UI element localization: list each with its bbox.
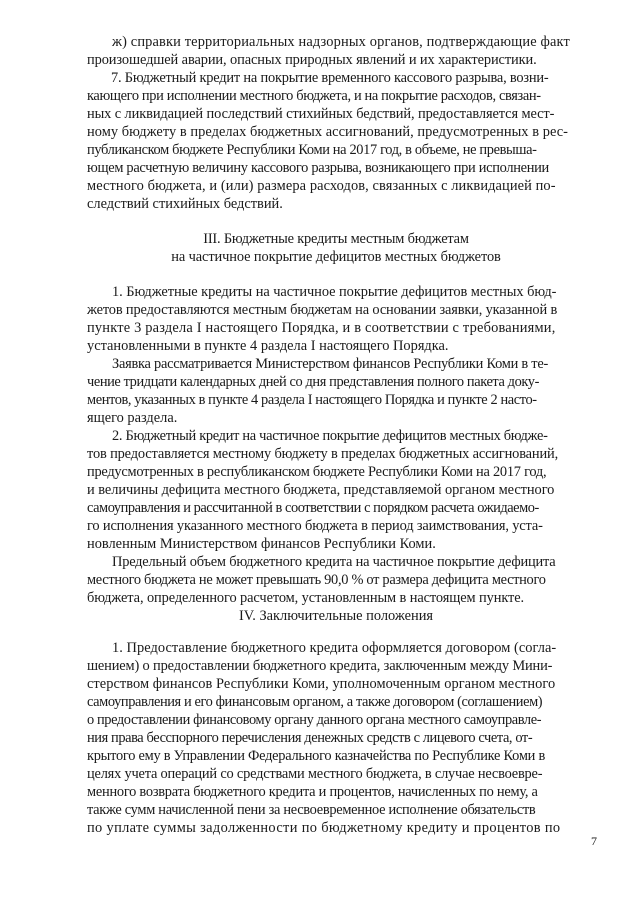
text-line: Предельный объем бюджетного кредита на частичное покрытие дефицита xyxy=(112,554,556,570)
text-line: шением) о предоставлении бюджетного кредита, заключенным между Мини- xyxy=(87,658,553,674)
text-line: 1. Предоставление бюджетного кредита оформляется договором (согла- xyxy=(112,640,557,656)
text-line: и величины дефицита местного бюджета, представляемой органом местного xyxy=(87,482,555,498)
text-line: местного бюджета не может превышать 90,0 % от размера дефицита местного xyxy=(87,572,546,588)
text-line: 7. Бюджетный кредит на покрытие временного кассового разрыва, возни- xyxy=(111,70,549,86)
section-heading: IV. Заключительные положения xyxy=(238,608,434,624)
text-line: ния права бесспорного перечисления денежных средств с лицевого счета, от- xyxy=(87,730,533,746)
text-line: ментов, указанных в пункте 4 раздела I настоящего Порядка и пункте 2 насто- xyxy=(87,392,537,408)
text-line: о предоставлении финансовому органу данного органа местного самоуправле- xyxy=(87,712,542,728)
section-heading: на частичное покрытие дефицитов местных бюджетов xyxy=(171,249,501,265)
text-line: 2. Бюджетный кредит на частичное покрытие дефицитов местных бюдже- xyxy=(112,428,548,444)
text-line: ящего раздела. xyxy=(87,410,178,426)
text-line: по уплате суммы задолженности по бюджетному кредиту и процентов по xyxy=(87,820,561,836)
text-line: предусмотренных в республиканском бюджете Республики Коми на 2017 год, xyxy=(87,464,547,480)
section-heading: III. Бюджетные кредиты местным бюджетам xyxy=(203,231,469,247)
text-line: самоуправления и рассчитанной в соответствии с порядком расчета ожидаемо- xyxy=(87,500,539,516)
text-line: публиканском бюджете Республики Коми на 2017 год, в объеме, не превыша- xyxy=(87,142,537,158)
text-line: самоуправления и его финансовым органом, а также договором (соглашением) xyxy=(87,694,543,710)
text-line: Заявка рассматривается Министерством финансов Республики Коми в те- xyxy=(112,356,549,372)
page-number: 7 xyxy=(591,834,597,848)
text-line: пункте 3 раздела I настоящего Порядка, и в соответствии с требованиями, xyxy=(87,320,556,336)
text-line: жетов предоставляются местным бюджетам на основании заявки, указанной в xyxy=(87,302,558,318)
text-line: следствий стихийных бедствий. xyxy=(87,196,283,212)
text-line: чение тридцати календарных дней со дня представления полного пакета доку- xyxy=(87,374,539,390)
text-line: кающего при исполнении местного бюджета, и на покрытие расходов, связан- xyxy=(87,88,541,104)
text-line: ж) справки территориальных надзорных органов, подтверждающие факт xyxy=(112,34,570,50)
text-line: тов предоставляется местному бюджету в пределах бюджетных ассигнований, xyxy=(87,446,559,462)
text-line: крытого ему в Управлении Федерального казначейства по Республике Коми в xyxy=(87,748,546,764)
text-line: также сумм начисленной пени за несвоевременное исполнение обязательств xyxy=(87,802,536,818)
text-line: новленным Министерством финансов Республики Коми. xyxy=(87,536,436,552)
text-line: ному бюджету в пределах бюджетных ассигнований, предусмотренных в рес- xyxy=(87,124,569,140)
text-line: 1. Бюджетные кредиты на частичное покрытие дефицитов местных бюд- xyxy=(112,284,557,300)
text-line: бюджета, определенного расчетом, установленным в настоящем пункте. xyxy=(87,590,525,606)
text-line: стерством финансов Республики Коми, уполномоченным органом местного xyxy=(87,676,556,692)
text-line: менного возврата бюджетного кредита и процентов, начисленных по нему, а xyxy=(87,784,538,800)
text-line: го исполнения указанного местного бюджета в период заимствования, уста- xyxy=(87,518,543,534)
text-line: произошедшей аварии, опасных природных явлений и их характеристики. xyxy=(87,52,537,68)
text-line: целях учета операций со средствами местного бюджета, в случае несвоевре- xyxy=(87,766,543,782)
text-line: местного бюджета, и (или) размера расходов, связанных с ликвидацией по- xyxy=(87,178,556,194)
text-line: установленными в пункте 4 раздела I настоящего Порядка. xyxy=(87,338,449,354)
text-line: ных с ликвидацией последствий стихийных бедствий, предоставляется мест- xyxy=(87,106,555,122)
text-line: ющем расчетную величину кассового разрыва, возникающего при исполнении xyxy=(87,160,549,176)
